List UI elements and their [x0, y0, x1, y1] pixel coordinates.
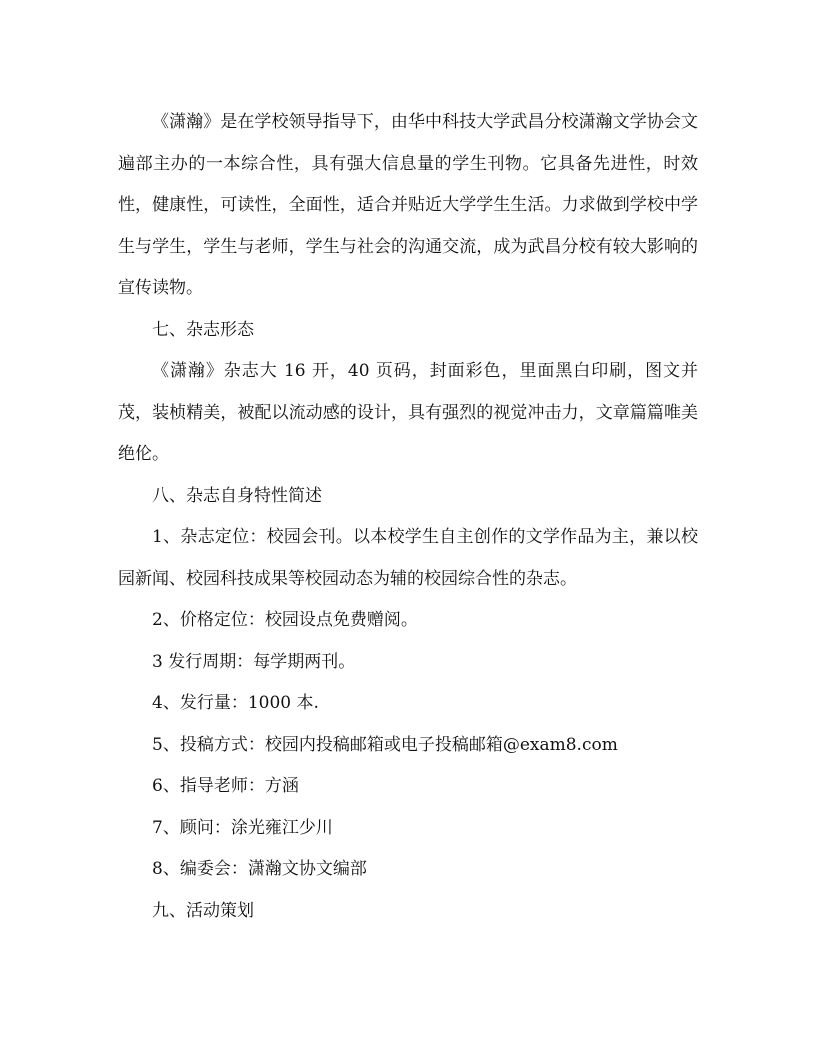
list-item-submission: 5、投稿方式：校园内投稿邮箱或电子投稿邮箱@exam8.com: [152, 734, 618, 755]
list-item-advisor: 6、指导老师：方涵: [152, 776, 299, 796]
document-body: [118, 102, 698, 932]
list-item-circulation: 4、发行量：1000 本.: [152, 693, 319, 713]
list-item-positioning: 1、杂志定位：校园会刊。以本校学生自主创作的文学作品为主，兼以校园新闻、校园科技成果等校园动态为辅的校园综合性的杂志。: [118, 527, 698, 589]
section-heading-7: 七、杂志形态: [152, 319, 254, 340]
magazine-form-paragraph: 《潇瀚》杂志大 16 开，40 页码，封面彩色，里面黑白印刷，图文并茂，装桢精美，被配以流动感的设计，具有强烈的视觉冲击力，文章篇篇唯美绝伦。: [118, 361, 698, 464]
list-item-editorial-board: 8、编委会：潇瀚文协文编部: [152, 859, 367, 879]
list-item-consultant: 7、顾问：涂光雍江少川: [152, 817, 333, 838]
section-heading-9: 九、活动策划: [152, 900, 254, 921]
section-heading-8: 八、杂志自身特性简述: [152, 485, 322, 506]
list-item-price: 2、价格定位：校园设点免费赠阅。: [152, 610, 418, 630]
intro-paragraph: 《潇瀚》是在学校领导指导下，由华中科技大学武昌分校潇瀚文学协会文遍部主办的一本综合性，具有强大信息量的学生刊物。它具备先进性，时效性，健康性，可读性，全面性，适合并贴近大学学生生活。力求做到学校中学生与学生，学生与老师，学生与社会的沟通交流，成为武昌分校有较大影响的宣传读物。: [118, 112, 698, 298]
list-item-cycle: 3 发行周期：每学期两刊。: [152, 651, 356, 672]
